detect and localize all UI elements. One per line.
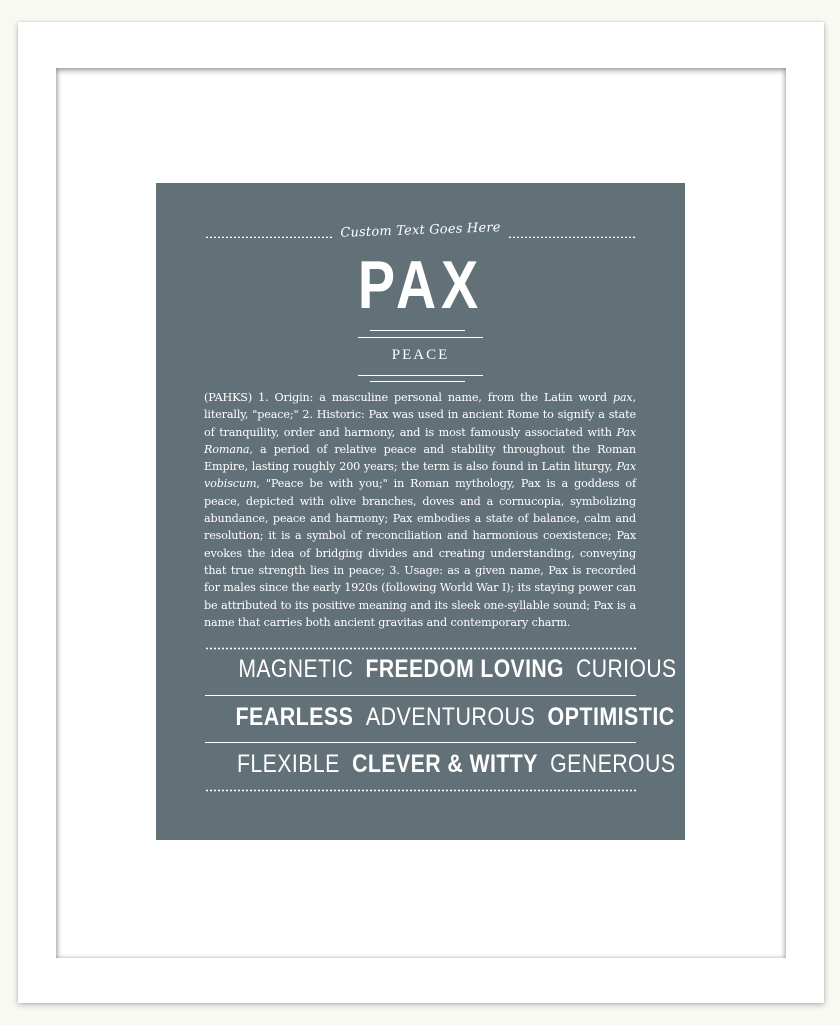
- traits-divider-1: [205, 695, 636, 696]
- dotted-divider-traits-top: [205, 647, 636, 650]
- trait: FEARLESS: [235, 703, 354, 731]
- definition-text: [204, 389, 636, 631]
- custom-text: Custom Text Goes Here: [340, 220, 501, 241]
- name-print: [156, 183, 685, 840]
- rule-top-short: [370, 330, 465, 331]
- dotted-divider-traits-bottom: [205, 789, 636, 792]
- definition-italic: Pax vobiscum: [204, 460, 636, 491]
- definition-italic: Pax Romana: [204, 425, 636, 456]
- trait: CLEVER & WITTY: [352, 750, 538, 778]
- name-title: PAX: [357, 247, 484, 323]
- trait: FREEDOM LOVING: [365, 655, 564, 683]
- traits-line-3: [236, 750, 676, 784]
- definition-italic: pax: [612, 391, 633, 404]
- definition-part: , literally, "peace;" 2. Historic: Pax was used in ancient Rome to signify a state of tranquility, order and harmony, and is most famously associated with: [204, 391, 636, 439]
- rule-bottom-long: [358, 375, 483, 376]
- traits-line-1: [238, 655, 677, 689]
- trait: ADVENTUROUS: [365, 703, 536, 731]
- trait: FLEXIBLE: [236, 750, 340, 778]
- trait: CURIOUS: [576, 655, 677, 683]
- definition-part: (PAHKS) 1. Origin: a masculine personal name, from the Latin word: [204, 391, 613, 404]
- trait: OPTIMISTIC: [547, 703, 675, 731]
- traits-divider-2: [205, 742, 636, 743]
- rule-bottom-short: [370, 381, 465, 382]
- definition-part: , a period of relative peace and stability throughout the Roman Empire, lasting roughly 200 years; the term is also found in Latin liturgy,: [204, 442, 636, 474]
- trait: MAGNETIC: [238, 655, 354, 683]
- rule-top-long: [358, 337, 483, 338]
- custom-text-row: [205, 220, 636, 243]
- name-meaning: PEACE: [391, 347, 450, 363]
- definition-part: , "Peace be with you;" in Roman mythology, Pax is a goddess of peace, depicted with olive branches, doves and a cornucopia, symbolizing abundance, peace and harmony; Pax embodies a state of balance, calm and resolution; it is a symbol of reconciliation and harmonious coexistence; Pax evokes the idea of bridging divides and creating understanding, conveying that true strength lies in peace; 3. Usage: as a given name, Pax is recorded for males since the early 1920s (following World War I); its staying power can be attributed to its positive meaning and its sleek one-syllable sound; Pax is a name that carries both ancient gravitas and contemporary charm.: [204, 477, 636, 629]
- trait: GENEROUS: [550, 750, 676, 778]
- traits-line-2: [235, 703, 675, 737]
- dotted-divider-right: [508, 236, 636, 238]
